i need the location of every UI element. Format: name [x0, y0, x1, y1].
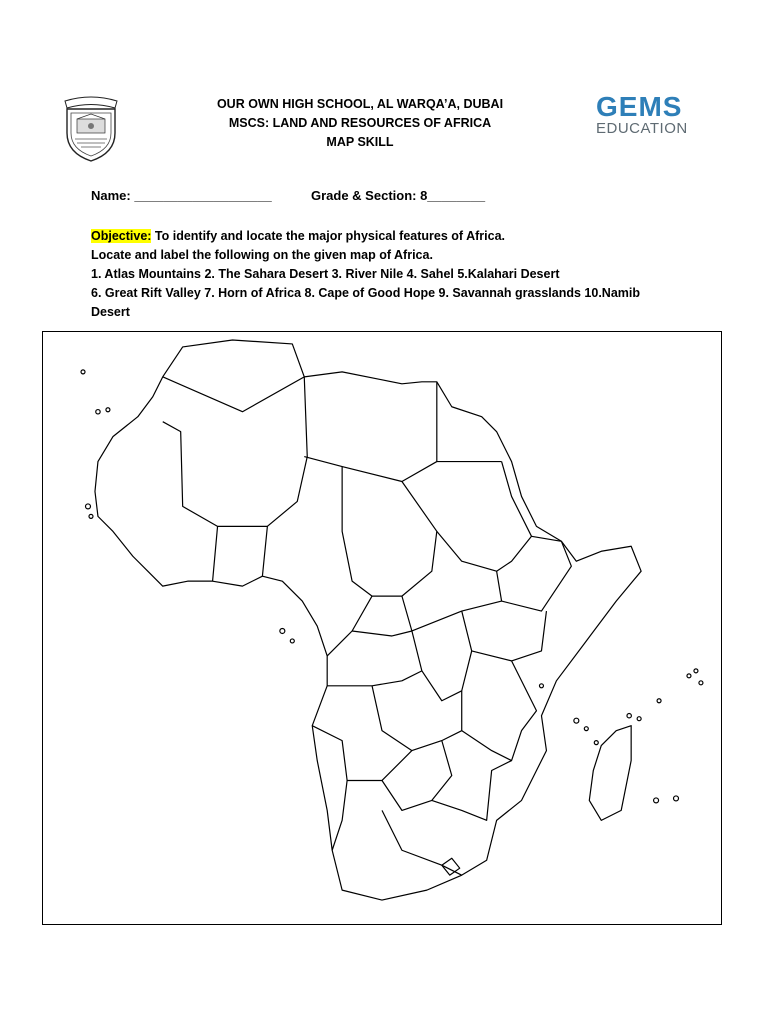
africa-blank-map: [43, 332, 721, 924]
island-dot: [657, 699, 661, 703]
africa-map-frame: [42, 331, 722, 925]
border-line: [412, 611, 472, 701]
border-line: [304, 382, 437, 482]
island-dot: [290, 639, 294, 643]
border-line: [327, 671, 422, 686]
island-dot: [654, 798, 659, 803]
border-line: [327, 596, 372, 656]
border-line: [352, 631, 412, 636]
island-dot: [539, 684, 543, 688]
border-line: [342, 467, 437, 597]
border-line: [402, 596, 502, 631]
island-dot: [694, 669, 698, 673]
border-line: [462, 661, 537, 761]
island-dot: [280, 628, 285, 633]
gems-logo-wordmark: GEMS: [596, 91, 683, 122]
school-crest-logo: [55, 95, 127, 163]
border-line: [347, 751, 412, 781]
name-field-label: Name: ___________________: [91, 188, 272, 203]
border-line: [432, 761, 512, 821]
border-line: [437, 462, 532, 572]
objective-line: [91, 227, 731, 246]
island-dot: [106, 408, 110, 412]
features-list-line-1: 1. Atlas Mountains 2. The Sahara Desert 3. River Nile 4. Sahel 5.Kalahari Desert: [91, 267, 560, 281]
island-dot: [89, 514, 93, 518]
island-dot: [687, 674, 691, 678]
border-line: [382, 741, 452, 811]
island-dot: [574, 718, 579, 723]
island-dot: [86, 504, 91, 509]
border-line: [372, 686, 462, 751]
island-dot: [81, 370, 85, 374]
school-name: OUR OWN HIGH SCHOOL, AL WARQA’A, DUBAI: [216, 97, 504, 111]
topic-title: MAP SKILL: [326, 135, 394, 149]
subject-title: MSCS: LAND AND RESOURCES OF AFRICA: [228, 116, 492, 130]
island-dot: [627, 714, 631, 718]
objective-text: To identify and locate the major physical features of Africa.: [151, 229, 505, 243]
island-dot: [674, 796, 679, 801]
island-dot: [96, 410, 100, 414]
island-dot: [594, 741, 598, 745]
madagascar-island: [589, 726, 631, 821]
island-dot: [637, 717, 641, 721]
border-line: [262, 526, 267, 576]
border-line: [497, 536, 572, 611]
gems-logo-subtitle: EDUCATION: [596, 120, 688, 137]
island-dot: [584, 727, 588, 731]
instruction-line: Locate and label the following on the given map of Africa.: [91, 248, 433, 262]
border-line: [213, 526, 218, 581]
border-line: [382, 810, 462, 875]
instructions-block: [91, 227, 731, 322]
gems-education-logo: [596, 93, 706, 143]
border-line: [163, 377, 308, 526]
africa-outline: [95, 340, 641, 900]
worksheet-header: [170, 95, 550, 152]
grade-section-field-label: Grade & Section: 8________: [311, 188, 486, 203]
features-list-line-3: Desert: [91, 305, 130, 319]
island-dot: [699, 681, 703, 685]
objective-label: Objective:: [91, 229, 152, 243]
border-line: [163, 377, 305, 412]
border-line: [472, 611, 547, 661]
features-list-line-2: 6. Great Rift Valley 7. Horn of Africa 8. Cape of Good Hope 9. Savannah grasslands 10.Namib: [91, 286, 640, 300]
